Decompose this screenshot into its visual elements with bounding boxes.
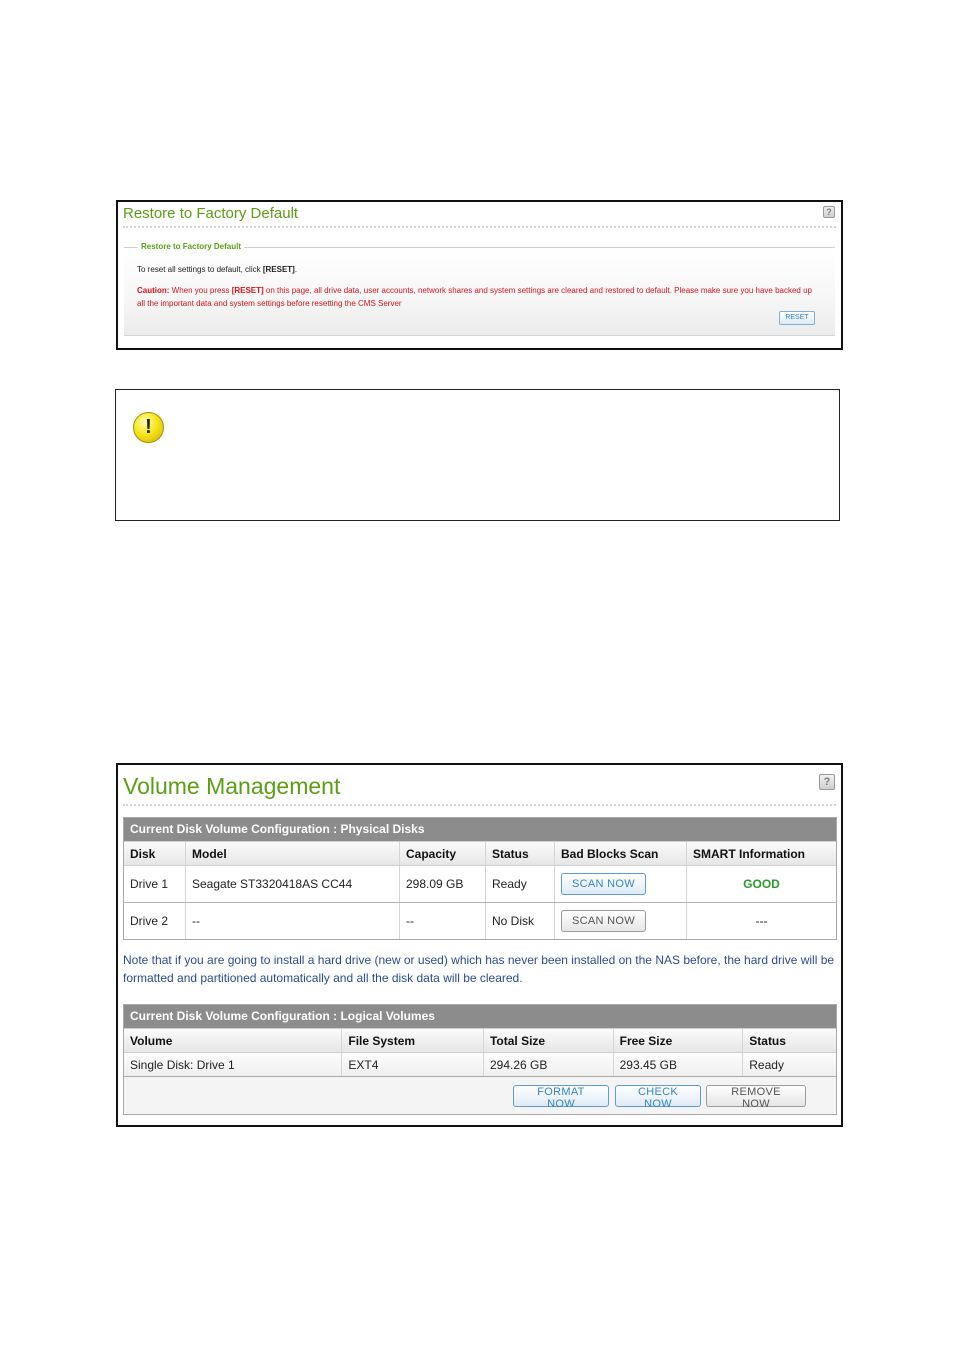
format-now-button[interactable]: FORMAT NOW	[513, 1085, 609, 1107]
column-header: Bad Blocks Scan	[555, 842, 687, 865]
column-header: Total Size	[484, 1029, 614, 1052]
scan-cell	[555, 866, 687, 902]
scan-now-button[interactable]: SCAN NOW	[561, 873, 646, 895]
volume-cell: Single Disk: Drive 1	[124, 1053, 342, 1076]
column-header: Disk	[124, 842, 186, 865]
install-note: Note that if you are going to install a hard drive (new or used) which has never been installed on the NAS before, the hard drive will be formatted and partitioned automatically and all the disk data will be cleared.	[123, 953, 835, 985]
column-header: Status	[486, 842, 555, 865]
volume-action-bar	[123, 1077, 837, 1115]
column-header: Status	[749, 1033, 786, 1048]
file-system-cell: EXT4	[342, 1053, 484, 1076]
scan-now-button-disabled[interactable]: SCAN NOW	[561, 910, 646, 932]
restore-factory-default-panel	[116, 200, 843, 350]
scan-cell	[555, 903, 687, 939]
model-cell: --	[186, 903, 400, 939]
help-icon[interactable]: ?	[823, 206, 835, 218]
warning-icon: !	[133, 412, 164, 443]
status-cell: Ready	[749, 1057, 784, 1072]
logical-volumes-table	[123, 1004, 837, 1077]
reset-instruction: To reset all settings to default, click [RESET].	[137, 265, 298, 274]
table-header-row	[124, 841, 836, 865]
table-row[interactable]	[124, 1052, 836, 1076]
column-header: File System	[342, 1029, 484, 1052]
table-row	[124, 902, 836, 939]
column-header: Volume	[124, 1029, 342, 1052]
volume-management-panel	[116, 763, 843, 1127]
physical-disks-table	[123, 817, 837, 940]
restore-fieldset-legend: Restore to Factory Default	[138, 242, 244, 251]
reset-button[interactable]: RESET	[779, 311, 815, 325]
column-header: Free Size	[614, 1029, 744, 1052]
column-header: Model	[186, 842, 400, 865]
free-size-cell: 293.45 GB	[614, 1053, 744, 1076]
model-cell: Seagate ST3320418AS CC44	[186, 866, 400, 902]
title-divider	[123, 804, 836, 806]
table-header-row	[124, 1028, 836, 1052]
note-box	[115, 389, 840, 521]
column-header: Capacity	[400, 842, 486, 865]
disk-cell: Drive 1	[124, 866, 186, 902]
table-row	[124, 865, 836, 902]
capacity-cell: 298.09 GB	[400, 866, 486, 902]
table-caption: Current Disk Volume Configuration : Physical Disks	[124, 818, 836, 841]
restore-fieldset	[124, 242, 835, 336]
total-size-cell: 294.26 GB	[484, 1053, 614, 1076]
table-caption: Current Disk Volume Configuration : Logical Volumes	[124, 1005, 836, 1028]
check-now-button[interactable]: CHECK NOW	[615, 1085, 701, 1107]
capacity-cell: --	[400, 903, 486, 939]
restore-panel-title: Restore to Factory Default	[123, 205, 299, 222]
caution-text: Caution: When you press [RESET] on this page, all drive data, user accounts, network shares and system settings are cleared and restored to default. Please make sure you have backed up all the important data and system settings before resetting the CMS Server	[137, 286, 812, 308]
remove-now-button[interactable]: REMOVE NOW	[706, 1085, 806, 1107]
disk-cell: Drive 2	[124, 903, 186, 939]
status-cell: No Disk	[486, 903, 555, 939]
help-icon[interactable]: ?	[819, 774, 835, 790]
title-divider	[123, 226, 836, 228]
column-header: SMART Information	[693, 846, 805, 861]
volume-panel-title: Volume Management	[123, 773, 341, 799]
smart-status-good: GOOD	[743, 877, 780, 891]
status-cell: Ready	[486, 866, 555, 902]
smart-status: ---	[755, 914, 768, 928]
